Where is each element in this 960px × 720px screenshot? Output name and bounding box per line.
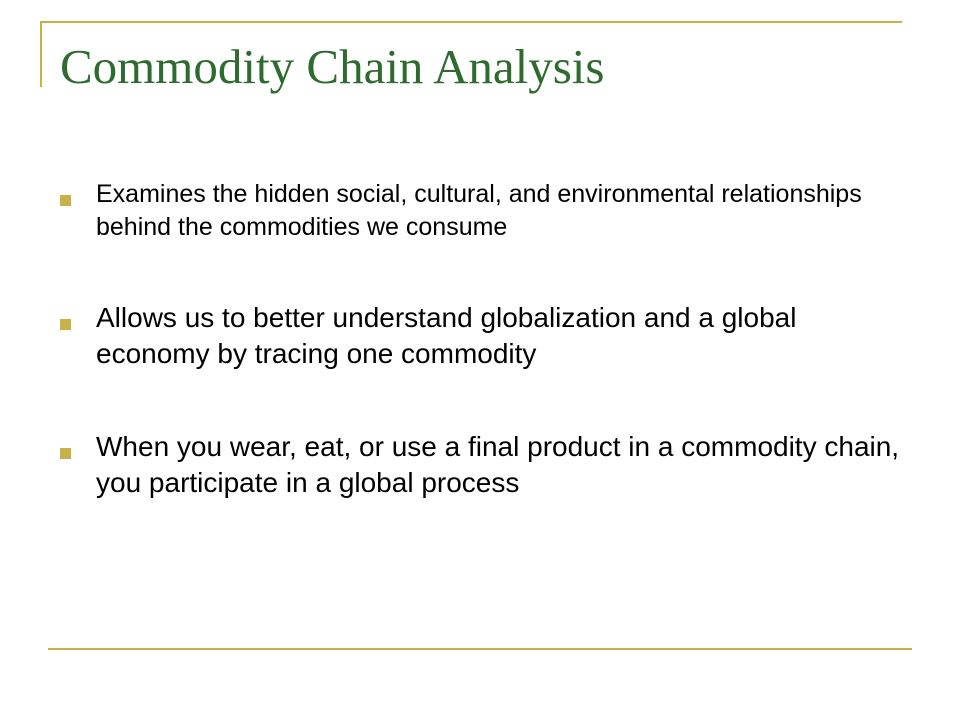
bullet-list	[60, 178, 910, 558]
bullet-item	[60, 178, 910, 244]
square-bullet-icon	[60, 319, 71, 330]
left-rule-line	[40, 21, 42, 87]
bullet-text: Allows us to better understand globalization and a global economy by tracing one commodity	[96, 302, 797, 370]
square-bullet-icon	[60, 195, 71, 206]
bullet-item	[60, 300, 910, 373]
bullet-text: Examines the hidden social, cultural, and environmental relationships behind the commodities we consume	[96, 180, 862, 241]
top-rule-line	[40, 21, 902, 23]
square-bullet-icon	[60, 448, 71, 459]
bottom-rule-line	[48, 648, 912, 650]
slide-title: Commodity Chain Analysis	[60, 39, 605, 94]
bullet-item	[60, 429, 910, 502]
bullet-text: When you wear, eat, or use a final product in a commodity chain, you participate in a global process	[96, 430, 900, 499]
